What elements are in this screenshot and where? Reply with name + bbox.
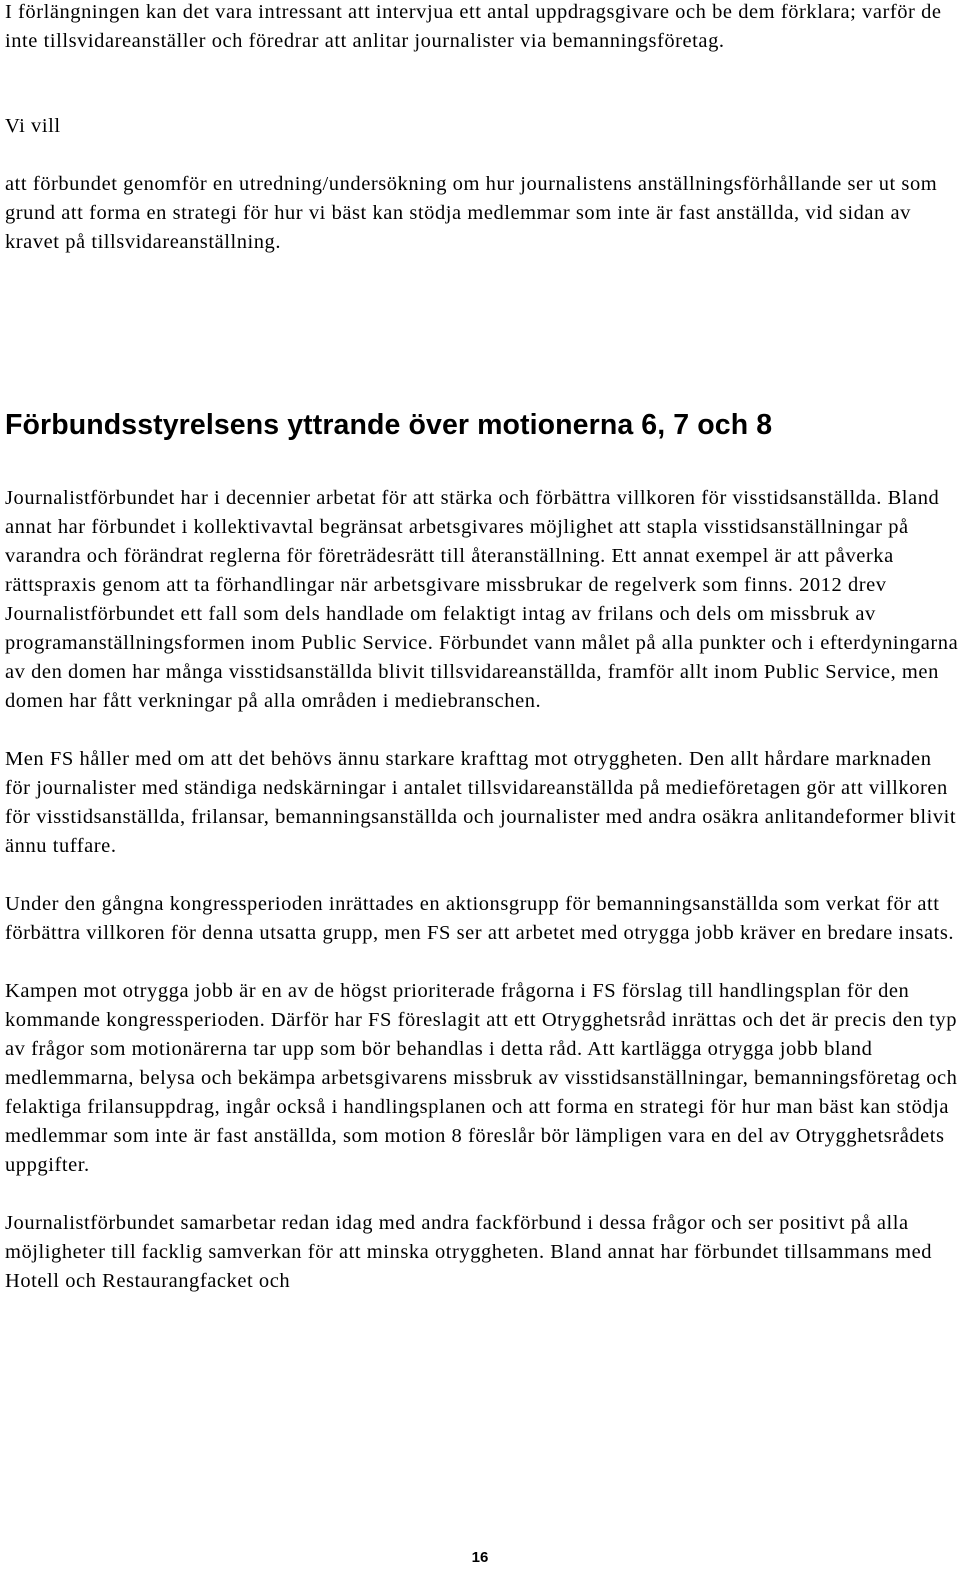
statement-body (5, 484, 960, 1325)
vi-vill-label: Vi vill (5, 115, 61, 137)
statement-paragraph-1: Journalistförbundet har i decennier arbetat för att stärka och förbättra villkoren för visstidsanställda. Bland annat har förbundet i kollektivavtal begränsat arbetsgivares möjlighet att stapla visstidsanställningar på varandra och förändrat reglerna för företrädesrätt till återanställning. Ett annat exempel är att påverka rättspraxis genom att ta förhandlingar när arbetsgivare missbrukar de regelverk som finns. 2012 drev Journalistförbundet ett fall som dels handlade om felaktigt intag av frilans och dels om missbruk av programanställningsformen inom Public Service. Förbundet vann målet på alla punkter och i efterdyningarna av den domen har många visstidsanställda blivit tillsvidareanställda, framför allt inom Public Service, men domen har fått verkningar på alla områden i mediebranschen. (5, 487, 959, 712)
statement-paragraph-3: Under den gångna kongressperioden inrättades en aktionsgrupp för bemanningsanställda som verkat för att förbättra villkoren för denna utsatta grupp, men FS ser att arbetet med otrygga jobb kräver en bredare insats. (5, 893, 955, 944)
intro-paragraph: I förlängningen kan det vara intressant att intervjua ett antal uppdragsgivare och be dem förklara; varför de inte tillsvidareanställer och föredrar att anlitar journalister via bemanningsföretag. (5, 1, 942, 52)
statement-paragraph-2: Men FS håller med om att det behövs ännu starkare krafttag mot otryggheten. Den allt hårdare marknaden för journalister med ständiga nedskärningar i antalet tillsvidareanställda på medieföretagen gör att villkoren för visstidsanställda, frilansar, bemanningsanställda och journalister med andra osäkra anlitandeformer blivit ännu tuffare. (5, 748, 957, 857)
statement-paragraph-5: Journalistförbundet samarbetar redan idag med andra fackförbund i dessa frågor och ser positivt på alla möjligheter till facklig samverkan för att minska otryggheten. Bland annat har förbundet tillsammans med Hotell och Restaurangfacket och (5, 1212, 933, 1292)
utredning-paragraph: att förbundet genomför en utredning/undersökning om hur journalistens anställningsförhållande ser ut som grund att forma en strategi för hur vi bäst kan stödja medlemmar som inte är fast anställda, vid sidan av kravet på tillsvidareanställning. (5, 173, 938, 253)
statement-paragraph-4: Kampen mot otrygga jobb är en av de högst prioriterade frågorna i FS förslag till handlingsplan för den kommande kongressperioden. Därför har FS föreslagit att ett Otrygghetsråd inrättas och det är precis den typ av frågor som motionärerna tar upp som bör behandlas i detta råd. Att kartlägga otrygga jobb bland medlemmarna, belysa och bekämpa arbetsgivarens missbruk av visstidsanställningar, bemanningsföretag och felaktiga frilansuppdrag, ingår också i handlingsplanen och att forma en strategi för hur man bäst kan stödja medlemmar som inte är fast anställda, som motion 8 föreslår bör lämpligen vara en del av Otrygghetsrådets uppgifter. (5, 980, 958, 1176)
section-heading: Förbundsstyrelsens yttrande över motionerna 6, 7 och 8 (5, 409, 773, 441)
page-number: 16 (471, 1549, 489, 1566)
